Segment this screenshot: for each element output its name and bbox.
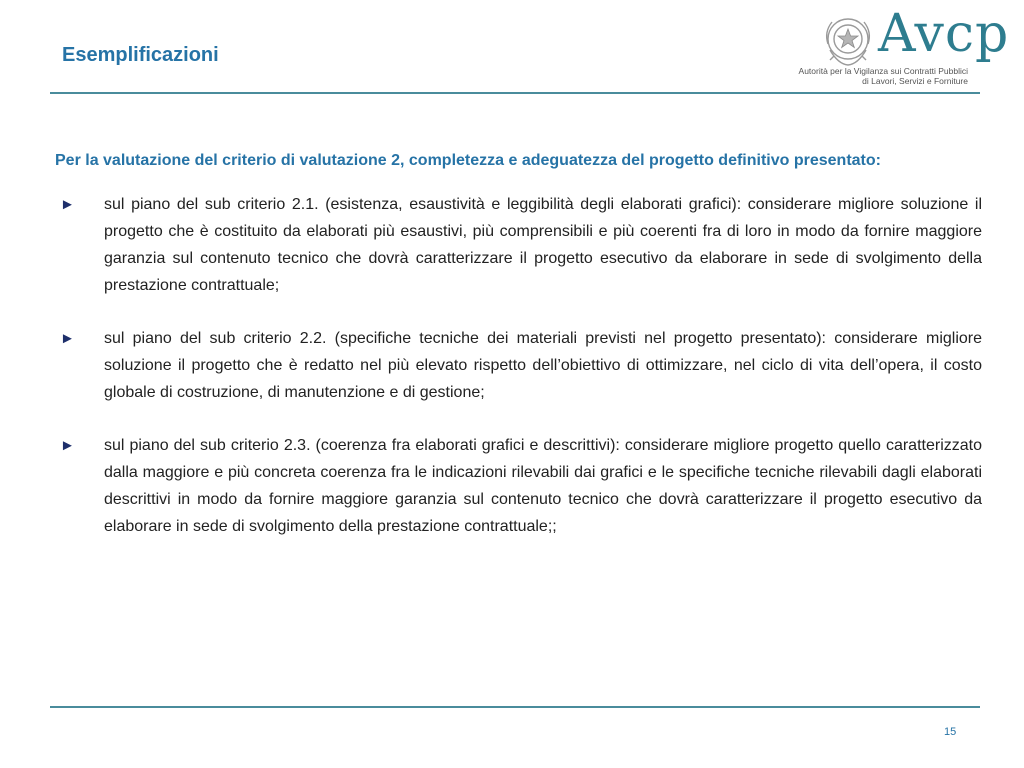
list-item	[55, 191, 982, 299]
logo-subtitle	[799, 66, 968, 86]
logo-wordmark: Avcp	[878, 4, 1010, 64]
avcp-logo	[798, 4, 1010, 90]
slide-title: Esemplificazioni	[62, 44, 219, 66]
criteria-list	[55, 191, 982, 540]
intro-paragraph: Per la valutazione del criterio di valutazione 2, completezza e adeguatezza del progetto definitivo presentato:	[55, 152, 881, 169]
list-item-text: sul piano del sub criterio 2.3. (coerenza fra elaborati grafici e descrittivi): considerare migliore progetto quello caratterizzato dalla maggiore e più concreta coerenza fra le indicazioni rilevabili dai grafici e le specifiche tecniche rilevabili dagli elaborati descrittivi in modo da fornire maggiore garanzia sul contenuto tecnico che dovrà caratterizzare il progetto esecutivo da elaborare in sede di svolgimento della prestazione contrattuale;;	[104, 437, 982, 535]
list-item-text: sul piano del sub criterio 2.2. (specifiche tecniche dei materiali previsti nel progetto presentato): considerare migliore soluzione il progetto che è redatto nel più elevato rispetto dell’obiettivo di ottimizzare, nel ciclo di vita dell’opera, il costo globale di costruzione, di manutenzione e di gestione;	[104, 330, 982, 401]
list-item	[55, 432, 982, 540]
list-item	[55, 325, 982, 406]
italian-republic-emblem-icon	[820, 10, 876, 70]
list-item-text: sul piano del sub criterio 2.1. (esistenza, esaustività e leggibilità degli elaborati grafici): considerare migliore soluzione il progetto che è costituito da elaborati più esaustivi, più comprensibili e più coerenti fra di loro in modo da fornire maggiore garanzia sul contenuto tecnico che dovrà caratterizzare il progetto esecutivo da elaborare in sede di svolgimento della prestazione contrattuale;	[104, 196, 982, 294]
triangle-bullet-icon: ►	[60, 330, 75, 347]
page-number: 15	[944, 726, 957, 738]
footer-divider	[50, 706, 980, 708]
header-divider	[50, 92, 980, 94]
logo-subtitle-line-1: Autorità per la Vigilanza sui Contratti Pubblici	[798, 66, 968, 76]
triangle-bullet-icon: ►	[60, 196, 75, 213]
triangle-bullet-icon: ►	[60, 437, 75, 454]
logo-subtitle-line-2: di Lavori, Servizi e Forniture	[862, 76, 968, 86]
slide-body	[55, 148, 982, 566]
